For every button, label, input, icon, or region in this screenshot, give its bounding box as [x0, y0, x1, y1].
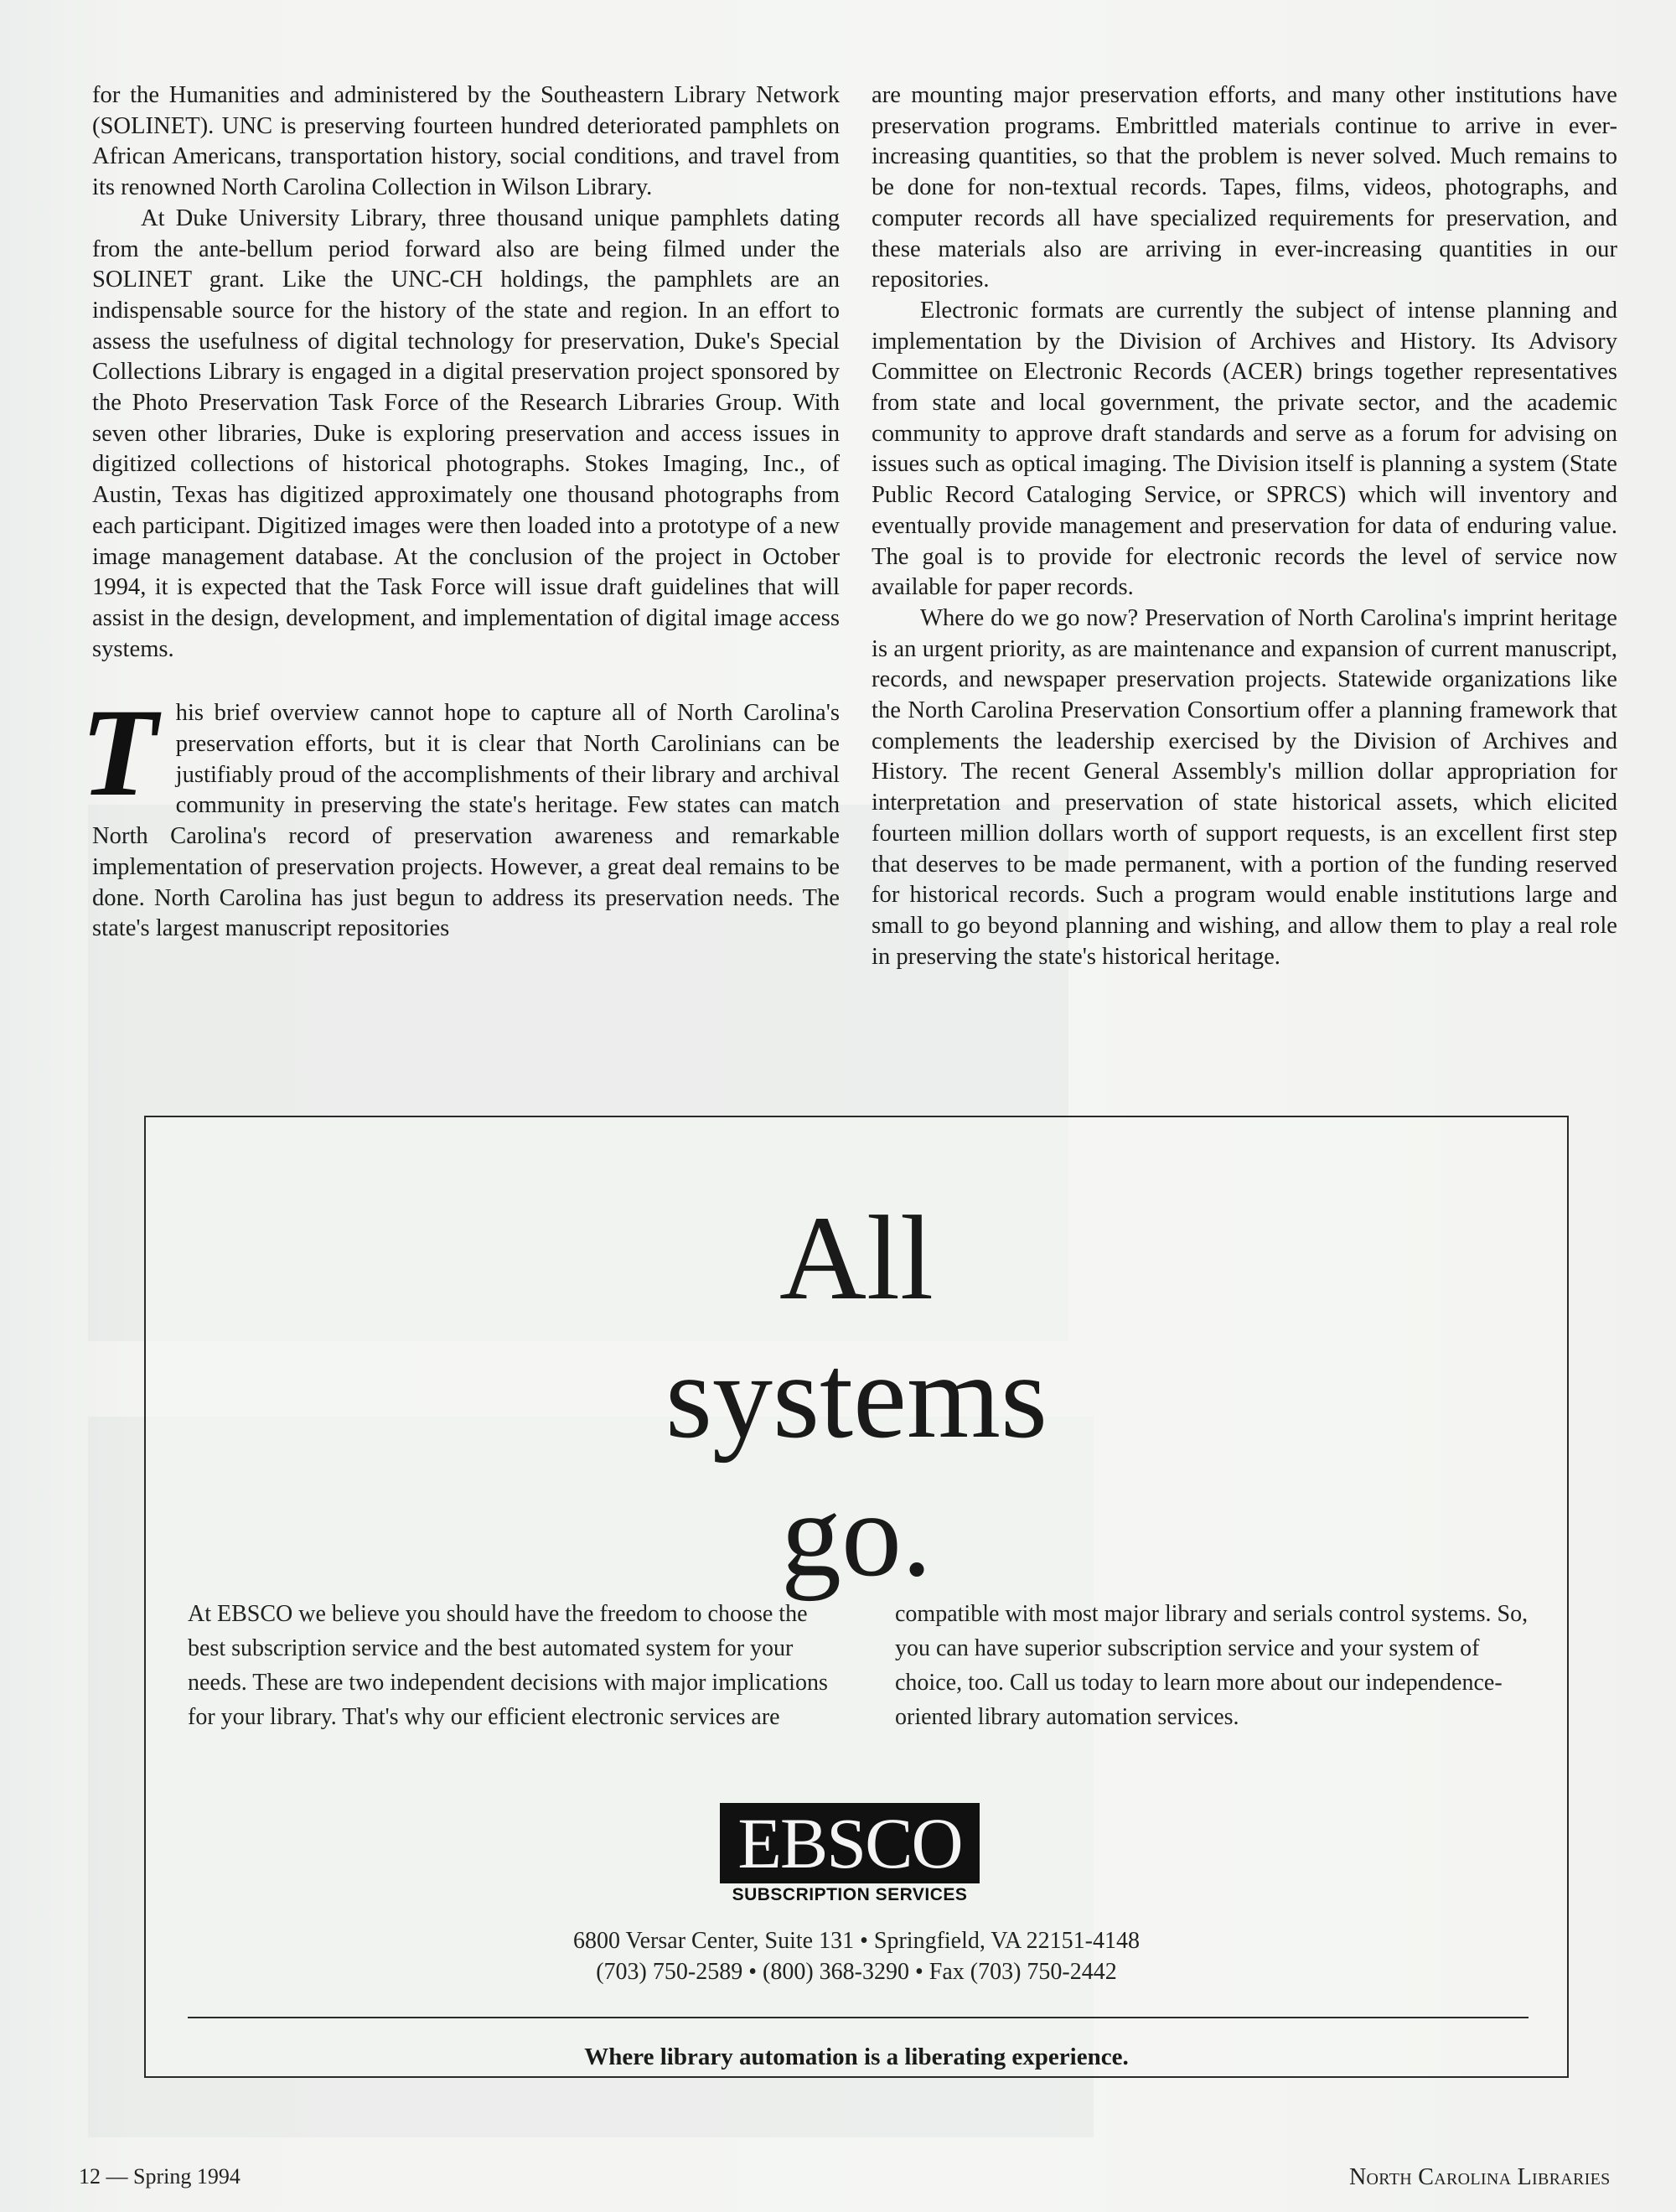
ad-body-left: At EBSCO we believe you should have the freedom to choose the best subscription service and the best automated system for your needs. These are two independent decisions with major implications for your library. That's why our efficient electronic services are [188, 1601, 828, 1730]
ebsco-advertisement [144, 1116, 1569, 2078]
dropcap-paragraph [80, 683, 840, 945]
ad-divider [188, 2017, 1529, 2018]
ebsco-logo-subtitle: SUBSCRIPTION SERVICES [720, 1882, 980, 1907]
dropcap-letter: T [80, 683, 158, 823]
ad-headline-line: go. [781, 1469, 932, 1602]
article-left-column [80, 80, 840, 945]
ad-tagline: Where library automation is a liberating experience. [584, 2044, 1129, 2070]
ad-headline-line: systems [665, 1330, 1048, 1463]
page-folio: 12 — Spring 1994 [79, 2164, 241, 2189]
ad-body-right: compatible with most major library and serials control systems. So, you can have superior subscription service and your system of choice, too. Call us today to learn more about our independence-oriented library automation services. [895, 1601, 1529, 1730]
ad-headline [146, 1189, 1567, 1604]
article-paragraph: At Duke University Library, three thousand unique pamphlets dating from the ante-bellum period forward also are being filmed under the SOLINET grant. Like the UNC-CH holdings, the pamphlets are an indispensable source for the history of the state and region. In an effort to assess the usefulness of digital technology for preservation, Duke's Special Collections Library is engaged in a digital preservation project sponsored by the Photo Preservation Task Force of the Research Libraries Group. With seven other libraries, Duke is exploring preservation and access issues in digitized collections of historical photographs. Stokes Imaging, Inc., of Austin, Texas has digitized approximately one thousand photographs from each participant. Digitized images were then loaded into a prototype of a new image management database. At the conclusion of the project in October 1994, it is expected that the Task Force will issue draft guidelines that will assist in the design, development, and implementation of digital image access systems. [92, 205, 840, 662]
ebsco-logo-wordmark: EBSCO [720, 1803, 980, 1882]
journal-name: North Carolina Libraries [1349, 2164, 1611, 2190]
ad-address-phone: (703) 750-2589 • (800) 368-3290 • Fax (703) 750-2442 [596, 1959, 1117, 1985]
ebsco-logo [720, 1803, 980, 1907]
article-right-column [872, 80, 1617, 972]
dropcap-paragraph-text: his brief overview cannot hope to capture all of North Carolina's preservation efforts, but it is clear that North Carolinians can be justifiably proud of the accomplishments of their library and archival community in preserving the state's heritage. Few states can match North Carolina's record of preservation awareness and remarkable implementation of preservation projects. However, a great deal remains to be done. North Carolina has just begun to address its preservation needs. The state's largest manuscript repositories [92, 700, 840, 942]
article-paragraph: Electronic formats are currently the subject of intense planning and implementation by the Division of Archives and History. Its Advisory Committee on Electronic Records (ACER) brings together representatives from state and local government, the private sector, and the academic community to approve draft standards and serve as a forum for advising on issues such as optical imaging. The Division itself is planning a system (State Public Record Cataloging Service, or SPRCS) which will inventory and eventually provide management and preservation for data of enduring value. The goal is to provide for electronic records the level of service now available for paper records. [872, 297, 1617, 601]
ad-address-street: 6800 Versar Center, Suite 131 • Springfield, VA 22151-4148 [573, 1928, 1140, 1954]
article-paragraph: for the Humanities and administered by the Southeastern Library Network (SOLINET). UNC is preserving fourteen hundred deteriorated pamphlets on African Americans, transportation history, social conditions, and travel from its renowned North Carolina Collection in Wilson Library. [92, 82, 840, 201]
article-paragraph: are mounting major preservation efforts, and many other institutions have preservation programs. Embrittled materials continue to arrive in ever-increasing quantities, so that the problem is never solved. Much remains to be done for non-textual records. Tapes, films, videos, photographs, and computer records all have specialized requirements for preservation, and these materials also are arriving in ever-increasing quantities in our repositories. [872, 82, 1617, 293]
ad-headline-line: All [779, 1192, 934, 1325]
article-paragraph: Where do we go now? Preservation of North Carolina's imprint heritage is an urgent priority, as are maintenance and expansion of current manuscript, records, and newspaper preservation projects. Statewide organizations like the North Carolina Preservation Consortium offer a planning framework that complements the leadership exercised by the Division of Archives and History. The recent General Assembly's million dollar appropriation for interpretation and preservation of state historical assets, which elicited fourteen million dollars worth of support requests, is an excellent first step that deserves to be made permanent, with a portion of the funding reserved for historical records. Such a program would enable institutions large and small to go beyond planning and wishing, and allow them to play a real role in preserving the state's historical heritage. [872, 604, 1617, 970]
